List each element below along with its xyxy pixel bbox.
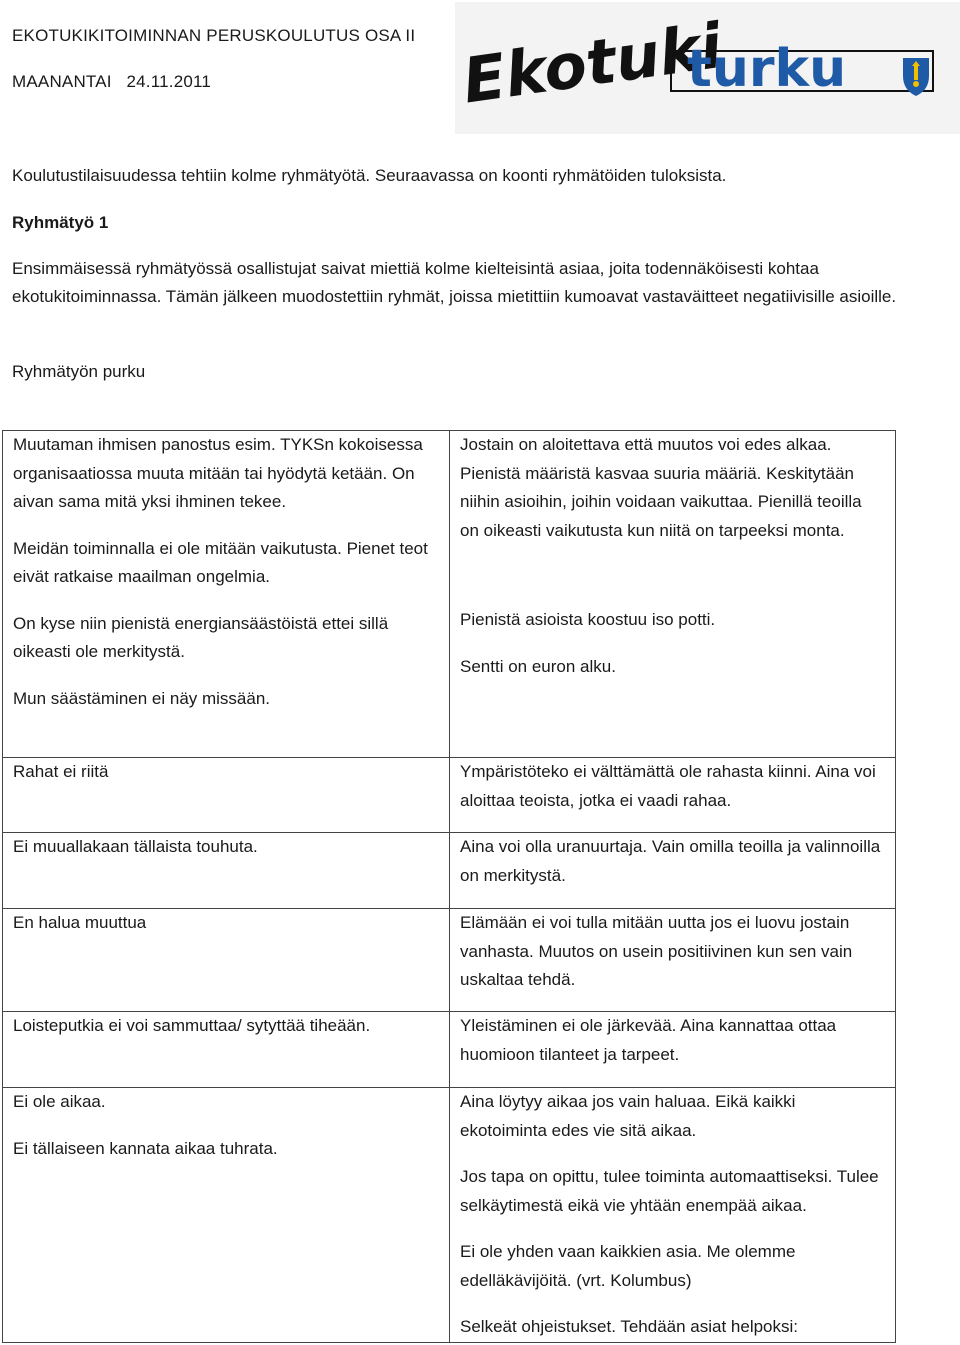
logo-banner <box>455 2 960 134</box>
group-title: Ryhmätyö 1 <box>12 213 109 232</box>
turku-logo-text: turku <box>687 39 847 99</box>
counter-text: Pienistä asioista koostuu iso potti. <box>460 610 716 629</box>
negative-text: Muutaman ihmisen panostus esim. TYKSn kokoisessa organisaatiossa muuta mitään tai hyödytä ketään. On aivan sama mitä yksi ihminen tekee. <box>13 435 423 511</box>
table-row <box>3 1088 896 1343</box>
group-subtitle: Ryhmätyön purku <box>12 362 146 381</box>
counter-text: Jostain on aloitettava että muutos voi edes alkaa. Pienistä määristä kasvaa suuria määriä. Keskitytään niihin asioihin, joihin voidaan vaikuttaa. Pienillä teoilla on oikeasti vaikutusta kun niitä on tarpeeksi monta. <box>460 435 862 540</box>
counter-cell <box>450 758 896 833</box>
negative-text: Ei muuallakaan tällaista touhuta. <box>13 837 258 856</box>
negative-text: Meidän toiminnalla ei ole mitään vaikutusta. Pienet teot eivät ratkaise maailman ongelmia. <box>13 538 428 586</box>
negative-text: Ei ole aikaa. <box>13 1092 106 1111</box>
group-description: Ensimmäisessä ryhmätyössä osallistujat saivat miettiä kolme kielteisintä asiaa, joita todennäköisesti kohtaa ekotukitoiminnassa. Tämän jälkeen muodostettiin ryhmät, joissa mietittiin kumoavat vastaväitteet negatiivisille asioille. <box>12 259 897 306</box>
counter-cell <box>450 909 896 1012</box>
document-date: MAANANTAI 24.11.2011 <box>12 72 212 91</box>
negative-text: En halua muuttua <box>13 913 147 932</box>
negative-cell <box>3 1088 450 1343</box>
table-row <box>3 909 896 1012</box>
negative-text: Rahat ei riitä <box>13 762 109 781</box>
counter-text: Jos tapa on opittu, tulee toiminta automaattiseksi. Tulee selkäytimestä eikä vie yhtään enempää aikaa. <box>460 1167 879 1215</box>
counter-text: Ei ole yhden vaan kaikkien asia. Me olemme edelläkävijöitä. (vrt. Kolumbus) <box>460 1242 796 1290</box>
arguments-table <box>2 430 896 1343</box>
negative-text: Mun säästäminen ei näy missään. <box>13 688 271 708</box>
table-row <box>3 1012 896 1088</box>
ekotuki-logo-text: Ekotuki <box>458 8 727 118</box>
ekotuki-turku-logo <box>455 2 960 134</box>
counter-cell <box>450 833 896 909</box>
document-title: EKOTUKIKITOIMINNAN PERUSKOULUTUS OSA II <box>12 26 416 45</box>
negative-text: On kyse niin pienistä energiansäästöistä ettei sillä oikeasti ole merkitystä. <box>13 613 389 661</box>
counter-text: Selkeät ohjeistukset. Tehdään asiat helpoksi: <box>460 1317 799 1336</box>
negative-cell <box>3 833 450 909</box>
negative-cell <box>3 758 450 833</box>
table-row <box>3 758 896 833</box>
counter-text: Aina löytyy aikaa jos vain haluaa. Eikä kaikki ekotoiminta edes vie sitä aikaa. <box>460 1092 796 1140</box>
counter-text: Yleistäminen ei ole järkevää. Aina kannattaa ottaa huomioon tilanteet ja tarpeet. <box>460 1016 837 1064</box>
negative-cell <box>3 431 450 758</box>
negative-text: Ei tällaiseen kannata aikaa tuhrata. <box>13 1138 278 1158</box>
negative-cell <box>3 1012 450 1088</box>
counter-text: Elämään ei voi tulla mitään uutta jos ei luovu jostain vanhasta. Muutos on usein positiivinen kun sen vain uskaltaa tehdä. <box>460 913 853 989</box>
counter-cell <box>450 1012 896 1088</box>
negative-cell <box>3 909 450 1012</box>
counter-cell <box>450 1088 896 1343</box>
counter-text: Ympäristöteko ei välttämättä ole rahasta kiinni. Aina voi aloittaa teoista, jotka ei vaadi rahaa. <box>460 762 876 810</box>
intro-text: Koulutustilaisuudessa tehtiin kolme ryhmätyötä. Seuraavassa on koonti ryhmätöiden tuloksista. <box>12 166 727 185</box>
table-row <box>3 431 896 758</box>
counter-cell <box>450 431 896 758</box>
table-row <box>3 833 896 909</box>
counter-text: Aina voi olla uranuurtaja. Vain omilla teoilla ja valinnoilla on merkitystä. <box>460 837 881 885</box>
negative-text: Loisteputkia ei voi sammuttaa/ sytyttää tiheään. <box>13 1016 371 1035</box>
counter-text: Sentti on euron alku. <box>460 656 616 676</box>
